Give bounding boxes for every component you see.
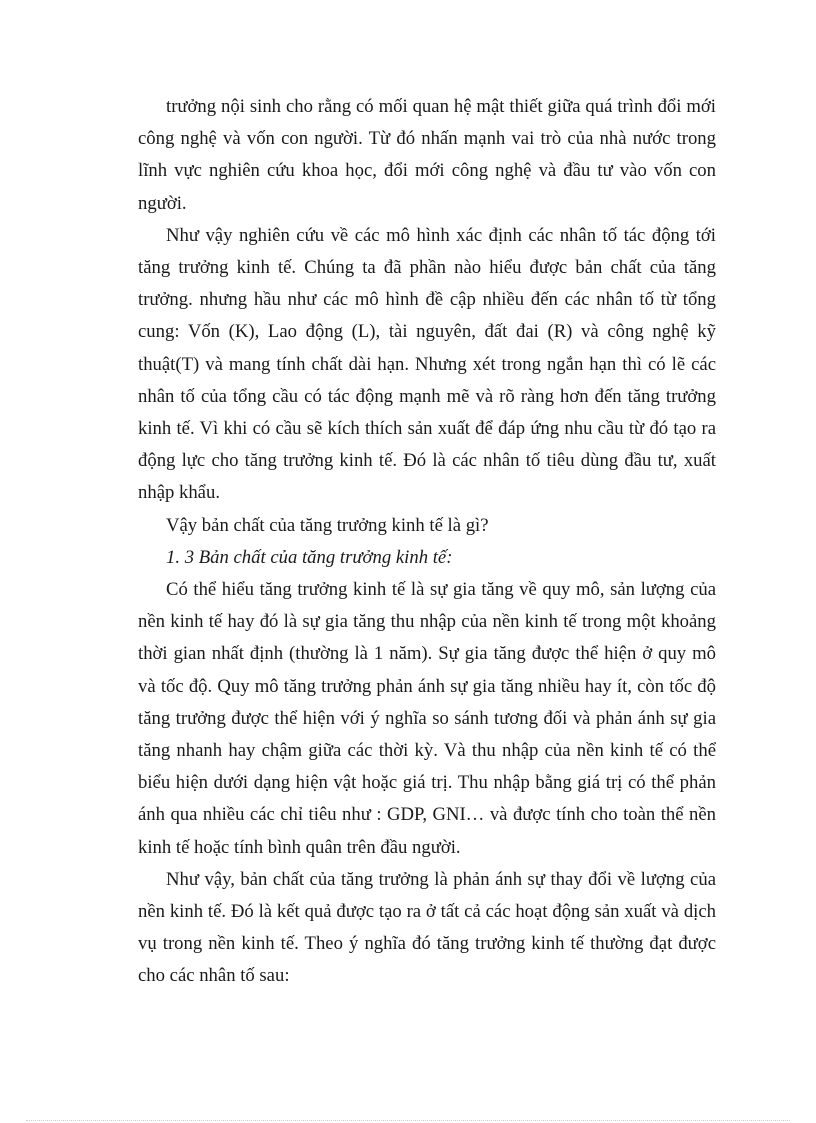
- paragraph-question: Vậy bản chất của tăng trưởng kinh tế là gì?: [166, 514, 489, 536]
- section-heading: 1. 3 Bản chất của tăng trưởng kinh tế:: [166, 546, 453, 568]
- page-bottom-divider: [26, 1120, 790, 1121]
- paragraph-definition: Có thể hiểu tăng trưởng kinh tế là sự gia tăng về quy mô, sản lượng của nền kinh tế hay đó là sự gia tăng thu nhập của nền kinh tế trong một khoảng thời gian nhất định (thường là 1 năm). Sự gia tăng được thể hiện ở quy mô và tốc độ. Quy mô tăng trưởng phản ánh sự gia tăng nhiều hay ít, còn tốc độ tăng trưởng được thể hiện với ý nghĩa so sánh tương đối và phản ánh sự gia tăng nhanh hay chậm giữa các thời kỳ. Và thu nhập của nền kinh tế có thể biểu hiện dưới dạng hiện vật hoặc giá trị. Thu nhập bằng giá trị có thể phản ánh qua nhiều các chỉ tiêu như : GDP, GNI… và được tính cho toàn thể nền kinh tế hoặc tính bình quân trên đầu người.: [138, 579, 716, 858]
- document-body: [138, 91, 716, 993]
- paragraph-models-summary: Như vậy nghiên cứu về các mô hình xác định các nhân tố tác động tới tăng trưởng kinh tế. Chúng ta đã phần nào hiểu được bản chất của tăng trưởng. nhưng hầu như các mô hình đề cập nhiều đến các nhân tố từ tổng cung: Vốn (K), Lao động (L), tài nguyên, đất đai (R) và công nghệ kỹ thuật(T) và mang tính chất dài hạn. Nhưng xét trong ngắn hạn thì có lẽ các nhân tố của tổng cầu có tác động mạnh mẽ và rõ ràng hơn đến tăng trưởng kinh tế. Vì khi có cầu sẽ kích thích sản xuất để đáp ứng nhu cầu từ đó tạo ra động lực cho tăng trưởng kinh tế. Đó là các nhân tố tiêu dùng đầu tư, xuất nhập khẩu.: [138, 224, 716, 504]
- paragraph-continuation: trưởng nội sinh cho rằng có mối quan hệ mật thiết giữa quá trình đổi mới công nghệ và vốn con người. Từ đó nhấn mạnh vai trò của nhà nước trong lĩnh vực nghiên cứu khoa học, đổi mới công nghệ và đầu tư vào vốn con người.: [138, 96, 716, 214]
- paragraph-essence: Như vậy, bản chất của tăng trưởng là phản ánh sự thay đổi về lượng của nền kinh tế. Đó là kết quả được tạo ra ở tất cả các hoạt động sản xuất và dịch vụ trong nền kinh tế. Theo ý nghĩa đó tăng trưởng kinh tế thường đạt được cho các nhân tố sau:: [138, 868, 716, 987]
